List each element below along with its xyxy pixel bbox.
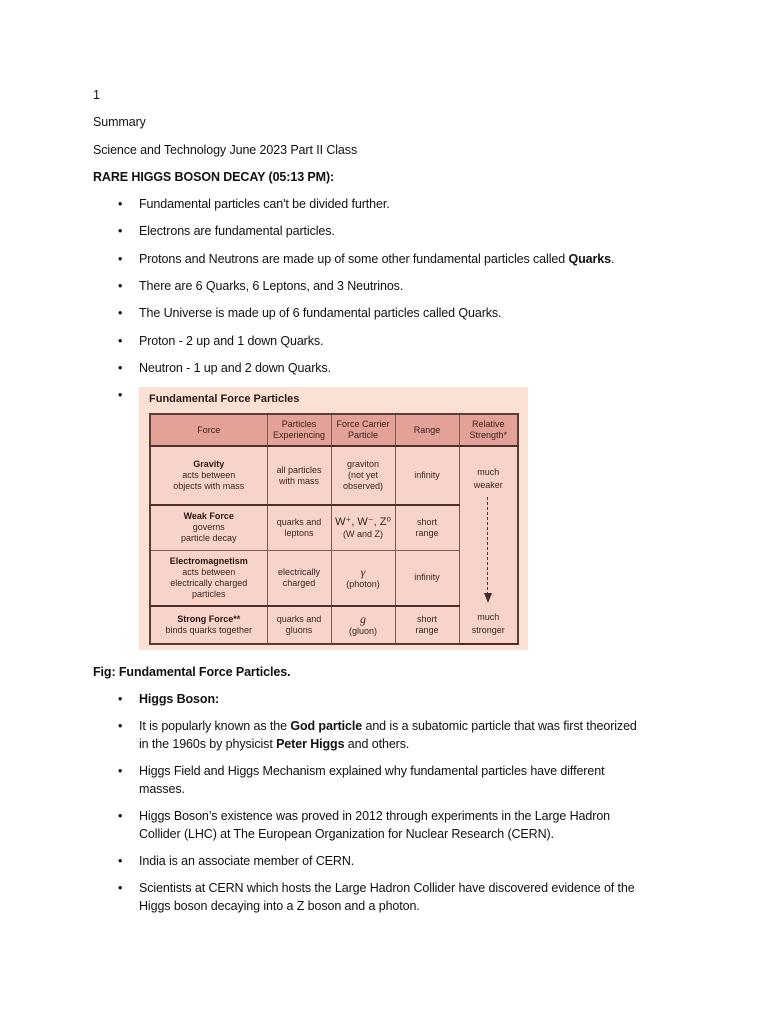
list-item (139, 808, 768, 843)
force-name: Weak Force (183, 511, 234, 522)
force-name: Strong Force** (177, 614, 241, 625)
cell-text: range (415, 527, 439, 538)
cell-text: much (477, 612, 500, 623)
force-cell (150, 446, 267, 505)
table-row (150, 446, 518, 505)
force-desc: acts between (182, 566, 236, 577)
range-cell (395, 550, 459, 606)
force-desc: acts between (182, 470, 236, 481)
header-range (395, 414, 459, 446)
cell-text: electrically (277, 566, 320, 577)
header-text: Strength* (469, 430, 508, 441)
header-text: Force (197, 424, 221, 435)
cell-text: weaker (473, 480, 503, 491)
list-item (139, 880, 768, 915)
list-item (139, 251, 768, 269)
list-item-line: • Higgs Boson’s existence was proved in 2012 through experiments in the Large Hadron (139, 809, 611, 824)
carrier-cell (331, 446, 395, 505)
carrier-cell (331, 606, 395, 644)
bullet-list-particles (93, 196, 768, 654)
force-particles-figure (139, 387, 528, 650)
cell-text: stronger (471, 625, 505, 636)
list-item-bold-text: Higgs Boson: (139, 692, 220, 707)
dashed-arrow-line (487, 497, 488, 595)
list-item-line: • Scientists at CERN which hosts the Large Hadron Collider have discovered evidence of the (139, 881, 635, 896)
cell-text: (W and Z) (342, 528, 383, 539)
header-carrier (331, 414, 395, 446)
list-item-text: and others. (344, 736, 410, 751)
force-name: Electromagnetism (169, 555, 248, 566)
particles-cell (267, 446, 331, 505)
header-text: Particles (281, 419, 317, 430)
cell-text: short (416, 614, 437, 625)
strength-cell (459, 446, 518, 644)
list-item-text: It is popularly known as the (139, 719, 291, 734)
carrier-symbol: g (360, 612, 366, 627)
section-heading: RARE HIGGS BOSON DECAY (05:13 PM): (93, 169, 335, 184)
cell-text: (gluon) (348, 626, 377, 637)
list-item (139, 333, 768, 351)
header-force (150, 414, 267, 446)
list-item-line: Collider (LHC) at The European Organization for Nuclear Research (CERN). (139, 826, 554, 841)
list-item-line (139, 718, 768, 736)
bullet-list-higgs (93, 691, 768, 915)
cell-text: with mass (278, 475, 319, 486)
document-subtitle: Science and Technology June 2023 Part II Class (93, 142, 358, 157)
list-item-text: in the 1960s by physicist (139, 736, 277, 751)
force-cell (150, 505, 267, 550)
cell-text: infinity (414, 572, 440, 583)
list-item (139, 196, 768, 214)
carrier-symbol: γ (360, 564, 366, 579)
list-item (139, 691, 768, 709)
strength-weaker-label (460, 466, 518, 492)
header-strength (459, 414, 518, 446)
list-item (139, 763, 768, 798)
list-item (139, 853, 768, 871)
force-cell (150, 550, 267, 606)
list-item-bold-text: Quarks (568, 251, 611, 266)
range-cell (395, 606, 459, 644)
force-desc: electrically charged (170, 577, 248, 588)
list-item (139, 305, 768, 323)
header-text: Range (413, 424, 441, 435)
list-item-line: • India is an associate member of CERN. (139, 853, 355, 868)
cell-text: much (477, 467, 500, 478)
list-item (139, 360, 768, 378)
force-desc: binds quarks together (165, 625, 253, 636)
cell-text: charged (282, 577, 316, 588)
list-item-bold-text: Peter Higgs (276, 736, 345, 751)
list-item-text: There are 6 Quarks, 6 Leptons, and 3 Neutrinos. (139, 278, 404, 293)
list-item-bold-text: God particle (290, 719, 363, 734)
list-item-text: and is a subatomic particle that was first theorized (362, 719, 637, 734)
header-text: Particle (347, 430, 378, 441)
list-item (139, 718, 768, 753)
figure-caption: Fig: Fundamental Force Particles. (93, 664, 291, 679)
list-item-line: • Higgs Field and Higgs Mechanism explained why fundamental particles have different (139, 764, 605, 779)
header-text: Relative (471, 419, 505, 430)
particles-cell (267, 505, 331, 550)
cell-text: observed) (342, 481, 384, 492)
table-header-row (150, 414, 518, 446)
list-item-text: Proton - 2 up and 1 down Quarks. (139, 333, 324, 348)
cell-text: short (416, 516, 437, 527)
list-item-text: Electrons are fundamental particles. (139, 224, 335, 239)
cell-text: quarks and (276, 516, 322, 527)
force-desc: particle decay (180, 533, 237, 544)
carrier-cell (331, 505, 395, 550)
force-name: Gravity (193, 459, 225, 470)
strength-scale (460, 447, 518, 643)
page-number: 1 (93, 88, 100, 102)
cell-text: (not yet (347, 470, 378, 481)
cell-text: gluons (285, 625, 313, 636)
list-item-line: masses. (139, 781, 185, 796)
down-arrow-icon (484, 593, 492, 603)
list-item-line: Higgs boson decaying into a Z boson and a photon. (139, 898, 420, 913)
cell-text: quarks and (276, 614, 322, 625)
range-cell (395, 446, 459, 505)
header-text: Experiencing (272, 430, 326, 441)
carrier-symbol: W⁺, W⁻, Z⁰ (335, 515, 391, 528)
force-desc: objects with mass (173, 481, 245, 492)
cell-text: range (415, 625, 439, 636)
list-item-line (139, 736, 768, 754)
range-cell (395, 505, 459, 550)
cell-text: leptons (284, 527, 314, 538)
force-particles-table (149, 413, 519, 645)
cell-text: all particles (276, 464, 322, 475)
figure-title: • Fundamental Force Particles (149, 393, 300, 406)
force-desc: governs (192, 522, 225, 533)
list-item-text: . (610, 251, 615, 266)
list-item-text: The Universe is made up of 6 fundamental particles called Quarks. (139, 306, 502, 321)
header-particles (267, 414, 331, 446)
strength-stronger-label (460, 611, 518, 637)
list-item-text: Neutron - 1 up and 2 down Quarks. (139, 360, 331, 375)
list-item (139, 223, 768, 241)
cell-text: (photon) (346, 578, 380, 589)
list-item-text: Protons and Neutrons are made up of some other fundamental particles called (139, 251, 569, 266)
cell-text: infinity (414, 470, 440, 481)
header-text: Force Carrier (336, 419, 390, 430)
force-cell (150, 606, 267, 644)
list-item-figure (139, 387, 768, 654)
force-desc: particles (191, 588, 226, 599)
particles-cell (267, 606, 331, 644)
particles-cell (267, 550, 331, 606)
carrier-cell (331, 550, 395, 606)
list-item (139, 278, 768, 296)
list-item-text: Fundamental particles can't be divided further. (139, 197, 390, 212)
summary-label: Summary (93, 115, 146, 130)
cell-text: graviton (346, 459, 380, 470)
